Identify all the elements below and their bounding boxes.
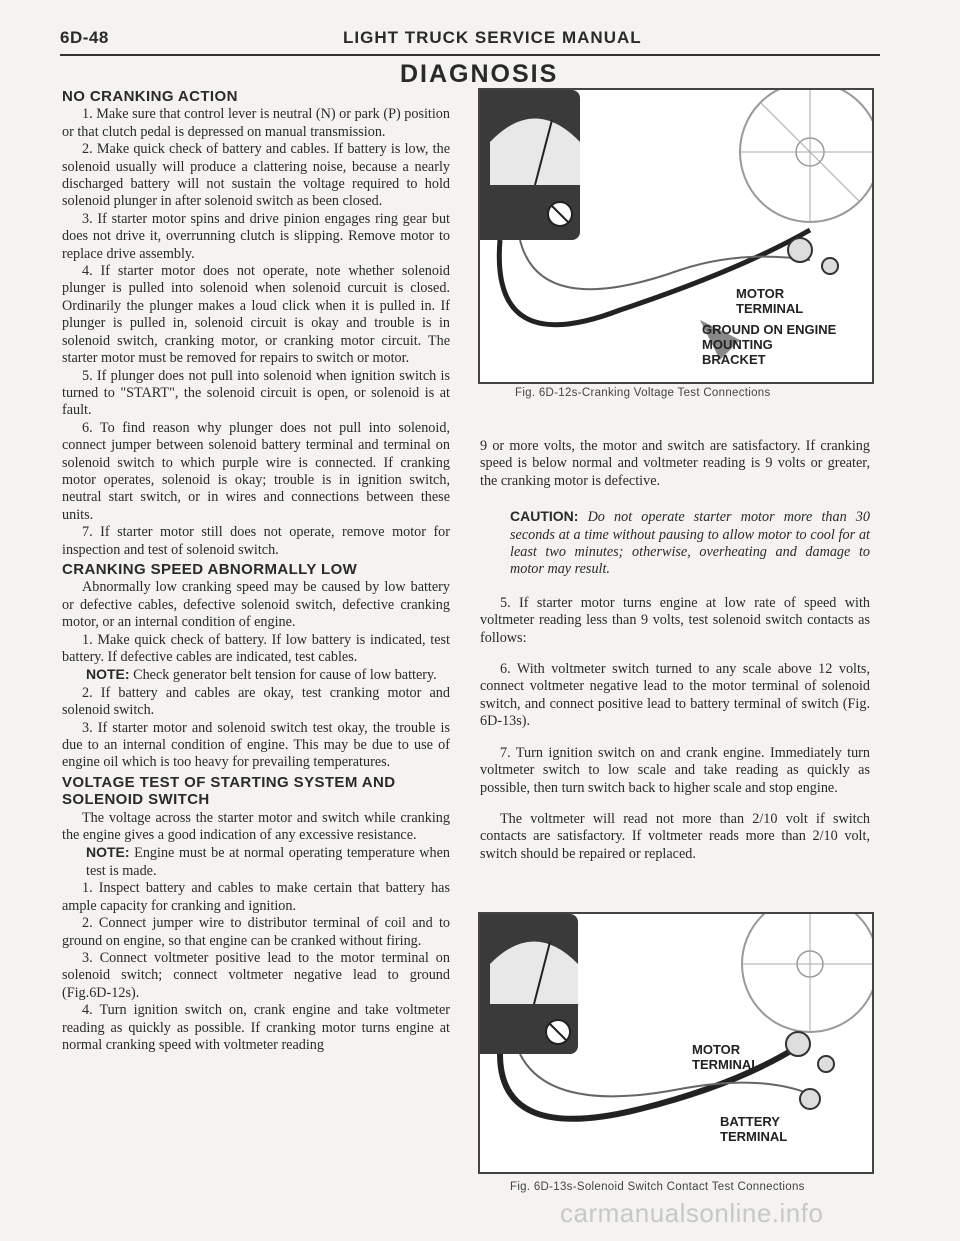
- list-item: 1. Make quick check of battery. If low battery is indicated, test battery. If defective cables are indicated, test cables.: [62, 631, 450, 665]
- section-heading: [62, 774, 450, 809]
- list-item: 4. If starter motor does not operate, note whether solenoid plunger is pulled into solenoid when solenoid curcuit is closed. Ordinarily the plunger makes a loud click when it is pulled in. If plunger is pulled in, solenoid circuit is okay and trouble is in solenoid switch, cranking motor, or cranking motor circuit. The starter motor must be removed for repairs to switch or motor.: [62, 263, 450, 367]
- list-item: 2. Connect jumper wire to distributor terminal of coil and to ground on engine, so that engine can be cranked without firing.: [62, 915, 450, 949]
- right-column: [480, 438, 870, 863]
- page-header: [60, 22, 880, 56]
- list-item: 6. To find reason why plunger does not pull into solenoid, connect jumper between solenoid battery terminal and terminal on solenoid switch to which purple wire is connected. If cranking motor operates, solenoid is okay; trouble is in ignition switch, neutral start switch, or in wires and connections between these units.: [62, 419, 450, 523]
- note-text: Engine must be at normal operating temperature when test is made.: [86, 845, 451, 879]
- list-item: 2. Make quick check of battery and cables. If battery is low, the solenoid usually will produce a clattering noise, because a nearly discharged battery will not sustain the voltage required to hold solenoid plunger in after solenoid switch as been closed.: [62, 141, 450, 210]
- list-item: 1. Make sure that control lever is neutral (N) or park (P) position or that clutch pedal is depressed on manual transmission.: [62, 106, 450, 140]
- note-label: NOTE:: [86, 666, 130, 683]
- note-text: Check generator belt tension for cause of low battery.: [133, 667, 437, 684]
- battery-terminal-label: BATTERY TERMINAL: [720, 1114, 788, 1144]
- figure-caption: Fig. 6D-12s-Cranking Voltage Test Connections: [515, 387, 771, 399]
- voltmeter-wiring-illustration: [480, 914, 872, 1172]
- list-item: 1. Inspect battery and cables to make certain that battery has ample capacity for cranking and ignition.: [62, 880, 450, 914]
- left-column: [62, 86, 450, 1054]
- manual-title: LIGHT TRUCK SERVICE MANUAL: [343, 28, 642, 47]
- note: [62, 844, 450, 880]
- section-heading-line: VOLTAGE TEST OF STARTING SYSTEM AND: [62, 773, 396, 791]
- list-item: 2. If battery and cables are okay, test cranking motor and solenoid switch.: [62, 684, 450, 719]
- paragraph: Abnormally low cranking speed may be caused by low battery or defective cables, defective solenoid switch, defective cranking motor, or an internal condition of engine.: [62, 579, 450, 631]
- figure-solenoid-switch-test: [478, 912, 874, 1174]
- note-label: NOTE:: [86, 844, 130, 861]
- caution-note: [480, 508, 870, 579]
- diagnosis-title: DIAGNOSIS: [400, 60, 559, 88]
- caution-label: CAUTION:: [510, 508, 579, 525]
- list-item: 4. Turn ignition switch on, crank engine and take voltmeter reading as quickly as possible. If cranking motor turns engine at normal cranking speed with voltmeter reading: [62, 1002, 450, 1053]
- paragraph: The voltage across the starter motor and switch while cranking the engine gives a good indication of any excessive resistance.: [62, 809, 450, 844]
- note: [62, 666, 450, 684]
- list-item: 3. If starter motor spins and drive pinion engages ring gear but does not drive it, overrunning clutch is slipping. Remove motor to replace drive assembly.: [62, 210, 450, 262]
- list-item: 7. If starter motor still does not operate, remove motor for inspection and test of solenoid switch.: [62, 524, 450, 558]
- figure-caption: Fig. 6D-13s-Solenoid Switch Contact Test Connections: [510, 1181, 805, 1193]
- paragraph: The voltmeter will read not more than 2/10 volt if switch contacts are satisfactory. If voltmeter reads more than 2/10 volt, switch should be repaired or replaced.: [480, 810, 870, 862]
- list-item: 7. Turn ignition switch on and crank engine. Immediately turn voltmeter switch to low scale and take reading as quickly as possible, then turn switch back to higher scale and stop engine.: [480, 744, 870, 796]
- section-heading: NO CRANKING ACTION: [62, 88, 238, 105]
- page-number: 6D-48: [60, 28, 109, 47]
- motor-terminal-label: MOTOR TERMINAL: [692, 1042, 760, 1072]
- list-item: 6. With voltmeter switch turned to any scale above 12 volts, connect voltmeter negative lead to the motor terminal of solenoid switch, and connect positive lead to battery terminal of switch (Fig. 6D-13s).: [480, 661, 870, 730]
- list-item: 3. If starter motor and solenoid switch test okay, the trouble is due to an internal condition of engine. This may be due to use of engine oil which is too heavy for prevailing temperatures.: [62, 719, 450, 771]
- section-heading: CRANKING SPEED ABNORMALLY LOW: [62, 560, 358, 578]
- list-item: 5. If starter motor turns engine at low rate of speed with voltmeter reading less than 9 volts, test solenoid switch contacts as follows:: [480, 594, 870, 646]
- motor-terminal-label: MOTOR TERMINAL: [736, 286, 804, 316]
- list-item: 3. Connect voltmeter positive lead to the motor terminal on solenoid switch; connect voltmeter negative lead to ground (Fig.6D-12s).: [62, 949, 450, 1001]
- paragraph: 9 or more volts, the motor and switch are satisfactory. If cranking speed is below normal and voltmeter reading is 9 volts or greater, the cranking motor is defective.: [480, 438, 870, 489]
- figure-cranking-voltage-test: [478, 88, 874, 384]
- section-heading-line: SOLENOID SWITCH: [62, 791, 210, 809]
- caution-text: Do not operate starter motor more than 30 seconds at a time without pausing to allow motor to cool for at least two minutes; otherwise, overheating and damage to motor may result.: [510, 509, 870, 578]
- watermark: carmanualsonline.info: [560, 1198, 824, 1228]
- ground-label: GROUND ON ENGINE MOUNTING BRACKET: [702, 322, 837, 367]
- list-item: 5. If plunger does not pull into solenoid when ignition switch is turned to "START", the solenoid circuit is open, or solenoid is at fault.: [62, 367, 450, 419]
